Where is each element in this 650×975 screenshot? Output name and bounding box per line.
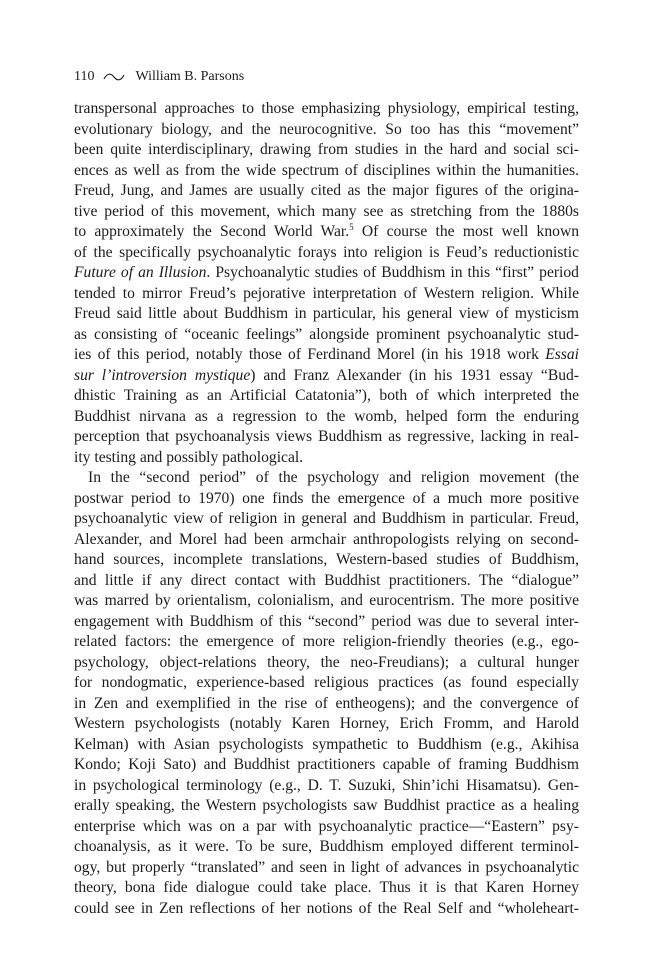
- text-line: [74, 427, 579, 448]
- text-run: ogy, but properly “translated” and seen in light of advances in psychoanalytic: [74, 858, 579, 876]
- text-run: as consisting of “oceanic feelings” alongside prominent psychoanalytic stud-: [74, 325, 579, 343]
- text-run: ies of this period, notably those of Ferdinand Morel (in his 1918 work: [74, 346, 546, 363]
- text-run: tended to mirror Freud’s pejorative interpretation of Western religion. While: [74, 284, 579, 302]
- text-run: Alexander, and Morel had been armchair anthropologists relying on second-: [74, 530, 579, 548]
- text-line: [74, 202, 579, 223]
- text-line: [74, 325, 579, 346]
- text-run: ) and Franz Alexander (in his 1931 essay “Bud-: [250, 366, 580, 384]
- text-run: evolutionary biology, and the neurocognitive. So too has this “movement”: [74, 120, 579, 138]
- text-run: Western psychologists (notably Karen Horney, Erich Fromm, and Harold: [74, 715, 579, 732]
- text-run: Buddhist nirvana as a regression to the womb, helped form the enduring: [74, 407, 579, 425]
- text-line: [74, 673, 579, 694]
- text-line: [74, 735, 579, 756]
- text-run: erally speaking, the Western psychologists saw Buddhist practice as a healing: [74, 797, 579, 814]
- text-line: [74, 489, 579, 510]
- text-run: to approximately the Second World War.: [74, 223, 350, 240]
- italic-title: sur l’introversion mystique: [74, 366, 251, 384]
- text-run: ences as well as from the wide spectrum of disciplines within the humanities.: [74, 161, 579, 179]
- text-line: [74, 632, 579, 653]
- text-run: tive period of this movement, which many see as stretching from the 1880s: [74, 202, 579, 220]
- footnote-marker: 5: [349, 222, 354, 232]
- paragraph: [74, 99, 579, 468]
- text-line: [74, 386, 579, 407]
- text-line: [74, 837, 579, 858]
- text-line: [74, 714, 579, 735]
- text-run: related factors: the emergence of more religion-friendly theories (e.g., ego-: [74, 633, 579, 650]
- text-line: [74, 407, 579, 428]
- text-run: Freud said little about Buddhism in particular, his general view of mysticism: [74, 305, 579, 322]
- text-line: [74, 694, 579, 715]
- text-line: [74, 530, 579, 551]
- text-line: [74, 776, 579, 797]
- text-run: Of course the most well known: [353, 223, 579, 240]
- text-line: [74, 755, 579, 776]
- text-line: [74, 571, 579, 592]
- text-line: [74, 817, 579, 838]
- text-line: [74, 161, 579, 182]
- paragraph: [74, 468, 579, 919]
- body-text: [74, 99, 579, 919]
- text-run: in Zen and exemplified in the rise of entheogens); and the convergence of: [74, 694, 579, 712]
- text-run: postwar period to 1970) one finds the emergence of a much more positive: [74, 489, 579, 507]
- italic-title: Essai: [545, 346, 579, 363]
- text-run: psychology, object-relations theory, the neo-Freudians); a cultural hunger: [74, 653, 579, 671]
- text-run: could see in Zen reflections of her notions of the Real Self and “wholeheart-: [74, 899, 579, 917]
- text-run: theory, bona fide dialogue could take place. Thus it is that Karen Horney: [74, 879, 579, 896]
- text-run: choanalysis, as it were. To be sure, Buddhism employed different terminol-: [74, 838, 579, 855]
- text-run: hand sources, incomplete translations, Western-based studies of Buddhism,: [74, 551, 579, 568]
- text-run: Kelman) with Asian psychologists sympathetic to Buddhism (e.g., Akihisa: [74, 735, 579, 753]
- text-line: [74, 550, 579, 571]
- text-run: psychoanalytic view of religion in general and Buddhism in particular. Freud,: [74, 510, 579, 527]
- text-line: [74, 612, 579, 633]
- text-line: [74, 796, 579, 817]
- text-line: [74, 345, 579, 366]
- text-line: [74, 304, 579, 325]
- text-line: [74, 509, 579, 530]
- text-line: [74, 243, 579, 264]
- text-line: [74, 181, 579, 202]
- text-run: enterprise which was on a par with psychoanalytic practice—“Eastern” psy-: [74, 817, 579, 835]
- text-run: In the “second period” of the psychology and religion movement (the: [88, 469, 579, 486]
- page-number: 110: [74, 69, 95, 84]
- text-run: Freud, Jung, and James are usually cited as the major figures of the origina-: [74, 182, 579, 199]
- text-run: in psychological terminology (e.g., D. T. Suzuki, Shin’ichi Hisamatsu). Gen-: [74, 776, 579, 794]
- text-run: and little if any direct contact with Buddhist practitioners. The “dialogue”: [74, 571, 579, 589]
- text-line: [74, 120, 579, 141]
- text-run: of the specifically psychoanalytic forays into religion is Feud’s reductionistic: [74, 243, 579, 261]
- text-line: [74, 448, 579, 469]
- text-run: transpersonal approaches to those emphasizing physiology, empirical testing,: [74, 100, 579, 117]
- text-run: perception that psychoanalysis views Buddhism as regressive, lacking in real-: [74, 428, 579, 445]
- text-line: [74, 878, 579, 899]
- text-line: [74, 653, 579, 674]
- text-run: engagement with Buddhism of this “second” period was due to several inter-: [74, 612, 579, 630]
- running-head: [74, 68, 244, 86]
- swash-ornament-icon: [103, 72, 125, 82]
- text-run: . Psychoanalytic studies of Buddhism in this “first” period: [206, 264, 579, 281]
- text-line: [74, 99, 579, 120]
- text-run: was marred by orientalism, colonialism, and eurocentrism. The more positive: [74, 592, 579, 609]
- text-line: [74, 858, 579, 879]
- text-run: dhistic Training as an Artificial Catatonia”), both of which interpreted the: [74, 387, 579, 404]
- text-run: been quite interdisciplinary, drawing from studies in the hard and social sci-: [74, 141, 579, 158]
- text-line: [74, 899, 579, 920]
- text-line: [74, 263, 579, 284]
- text-line: [74, 284, 579, 305]
- text-line: [74, 468, 579, 489]
- text-line: [74, 140, 579, 161]
- text-run: Kondo; Koji Sato) and Buddhist practitioners capable of framing Buddhism: [74, 756, 579, 773]
- italic-title: Future of an Illusion: [74, 264, 207, 281]
- text-line: [74, 222, 579, 243]
- text-run: ity testing and possibly pathological.: [74, 448, 304, 466]
- text-run: for nondogmatic, experience-based religious practices (as found especially: [74, 674, 579, 691]
- text-line: [74, 591, 579, 612]
- text-line: [74, 366, 579, 387]
- running-head-author: William B. Parsons: [135, 69, 245, 84]
